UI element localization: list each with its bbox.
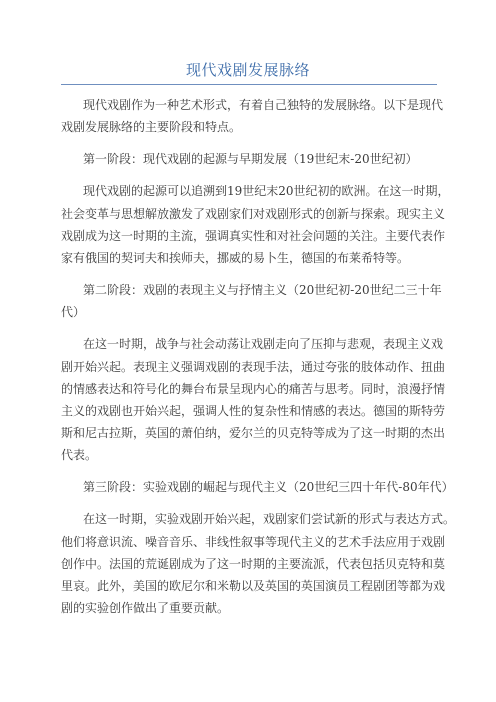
- stage-2-heading-line-2: 代）: [61, 305, 86, 319]
- stage-2-line-2: 剧开始兴起。表现主义强调戏剧的表现手法，通过夸张的肢体动作、扭曲: [61, 360, 446, 374]
- stage-1-line-2: 社会变革与思想解放激发了戏剧家们对戏剧形式的创新与探索。现实主义: [61, 207, 446, 221]
- stage-2-line-6: 代表。: [61, 448, 98, 462]
- stage-3-line-4: 里哀。此外，美国的欧尼尔和米勒以及英国的英国演员工程剧团等都为戏: [61, 579, 446, 593]
- stage-2-line-4: 主义的戏剧也开始兴起，强调人性的复杂性和情感的表达。德国的斯特劳: [61, 404, 446, 418]
- stage-3-line-3: 创作中。法国的荒诞剧成为了这一时期的主要流派，代表包括贝克特和莫: [61, 557, 446, 571]
- intro-line-1: 现代戏剧作为一种艺术形式，有着自己独特的发展脉络。以下是现代: [83, 98, 444, 112]
- stage-2-line-1: 在这一时期，战争与社会动荡让戏剧走向了压抑与悲观，表现主义戏: [83, 337, 444, 351]
- stage-3-line-5: 剧的实验创作做出了重要贡献。: [61, 601, 230, 615]
- intro-line-2: 戏剧发展脉络的主要阶段和特点。: [61, 120, 242, 134]
- stage-3-line-2: 他们将意识流、噪音音乐、非线性叙事等现代主义的艺术手法应用于戏剧: [61, 535, 446, 549]
- stage-2-heading-line-1: 第二阶段：戏剧的表现主义与抒情主义（20世纪初-20世纪二三十年: [83, 283, 442, 297]
- stage-1-line-1: 现代戏剧的起源可以追溯到19世纪末20世纪初的欧洲。在这一时期，: [83, 184, 450, 198]
- title-divider: [61, 84, 437, 85]
- stage-2-line-5: 斯和尼古拉斯，英国的萧伯纳，爱尔兰的贝克特等成为了这一时期的杰出: [61, 426, 446, 440]
- stage-1-line-4: 家有俄国的契诃夫和挨师夫，挪威的易卜生，德国的布莱希特等。: [61, 251, 410, 265]
- stage-3-heading: 第三阶段：实验戏剧的崛起与现代主义（20世纪三四十年代-80年代）: [83, 480, 454, 494]
- stage-2-line-3: 的情感表达和符号化的舞台布景呈现内心的痛苦与思考。同时，浪漫抒情: [61, 382, 446, 396]
- page-title: 现代戏剧发展脉络: [185, 61, 310, 79]
- stage-1-line-3: 戏剧成为这一时期的主流，强调真实性和对社会问题的关注。主要代表作: [61, 229, 446, 243]
- stage-3-line-1: 在这一时期，实验戏剧开始兴起，戏剧家们尝试新的形式与表达方式。: [83, 512, 456, 526]
- stage-1-heading: 第一阶段：现代戏剧的起源与早期发展（19世纪末-20世纪初）: [83, 152, 418, 166]
